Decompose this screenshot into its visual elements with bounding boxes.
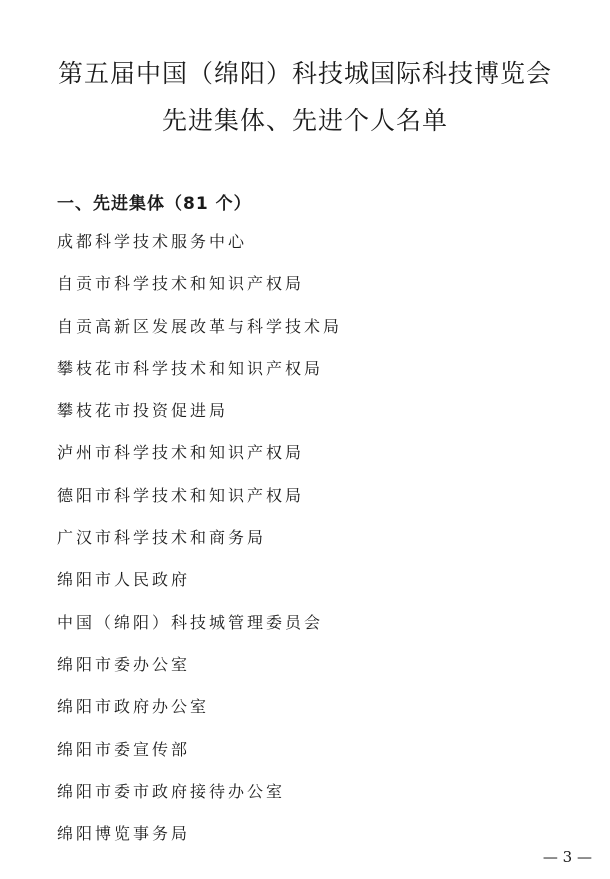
document-title-line-2: 先进集体、先进个人名单: [161, 106, 448, 135]
page-number: — 3 —: [542, 848, 592, 866]
section-heading-collectives: 一、先进集体（81 个）: [57, 194, 252, 214]
list-item: 绵阳市委市政府接待办公室: [57, 781, 286, 801]
list-item: 自贡高新区发展改革与科学技术局: [57, 316, 343, 336]
collectives-list: [57, 228, 342, 862]
list-item: 绵阳市委宣传部: [57, 739, 191, 759]
list-item: 德阳市科学技术和知识产权局: [57, 485, 305, 505]
list-item: 攀枝花市投资促进局: [57, 401, 229, 421]
list-item: 成都科学技术服务中心: [57, 232, 248, 251]
list-item: 绵阳市委办公室: [57, 654, 191, 674]
list-item: 广汉市科学技术和商务局: [57, 528, 267, 548]
list-item: 绵阳市人民政府: [57, 570, 191, 590]
list-item: 自贡市科学技术和知识产权局: [57, 274, 305, 294]
list-item: 绵阳市政府办公室: [57, 697, 210, 717]
list-item: 中国（绵阳）科技城管理委员会: [57, 612, 324, 632]
document-title-line-1: 第五届中国（绵阳）科技城国际科技博览会: [57, 59, 552, 88]
list-item: 攀枝花市科学技术和知识产权局: [57, 358, 324, 378]
list-item: 泸州市科学技术和知识产权局: [57, 443, 305, 463]
list-item: 绵阳博览事务局: [57, 824, 191, 844]
